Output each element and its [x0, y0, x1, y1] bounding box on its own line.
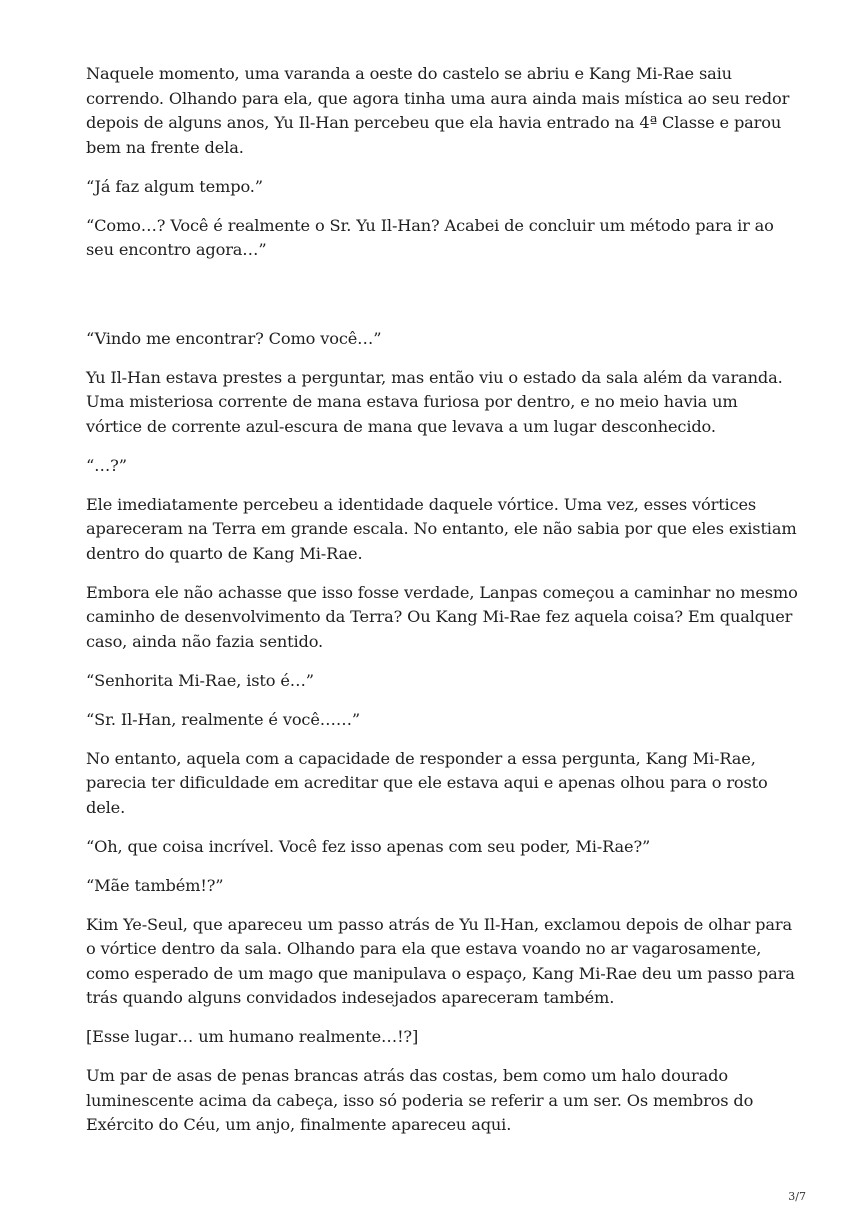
document-body: [86, 62, 798, 1152]
paragraph: “Senhorita Mi-Rae, isto é…”: [86, 670, 314, 690]
paragraph: Kim Ye-Seul, que apareceu um passo atrás de Yu Il-Han, exclamou depois de olhar para o vórtice dentro da sala. Olhando para ela que estava voando no ar vagarosamente, como esperado de um mago que manipulava o espaço, Kang Mi-Rae deu um passo para trás quando alguns convidados indesejados apareceram também.: [86, 914, 795, 1007]
paragraph: [Esse lugar… um humano realmente…!?]: [86, 1027, 419, 1046]
paragraph: Um par de asas de penas brancas atrás das costas, bem como um halo dourado luminescente acima da cabeça, isso só poderia se referir a um ser. Os membros do Exército do Céu, um anjo, finalmente apareceu aqui.: [86, 1066, 754, 1134]
paragraph: Ele imediatamente percebeu a identidade daquele vórtice. Uma vez, esses vórtices apareceram na Terra em grande escala. No entanto, ele não sabia por que eles existiam dentro do quarto de Kang Mi-Rae.: [86, 494, 797, 563]
paragraph: Embora ele não achasse que isso fosse verdade, Lanpas começou a caminhar no mesmo caminho de desenvolvimento da Terra? Ou Kang Mi-Rae fez aquela coisa? Em qualquer caso, ainda não fazia sentido.: [86, 582, 798, 651]
paragraph: Yu Il-Han estava prestes a perguntar, mas então viu o estado da sala além da varanda. Uma misteriosa corrente de mana estava furiosa por dentro, e no meio havia um vórtice de corrente azul-escura de mana que levava a um lugar desconhecido.: [86, 367, 783, 436]
paragraph: “Mãe também!?”: [86, 875, 224, 895]
paragraph: “Oh, que coisa incrível. Você fez isso apenas com seu poder, Mi-Rae?”: [86, 836, 651, 856]
paragraph: “Como…? Você é realmente o Sr. Yu Il-Han? Acabei de concluir um método para ir ao seu encontro agora…”: [86, 215, 774, 259]
paragraph: “…?”: [86, 455, 127, 475]
paragraph: Naquele momento, uma varanda a oeste do castelo se abriu e Kang Mi-Rae saiu correndo. Olhando para ela, que agora tinha uma aura ainda mais mística ao seu redor depois de alguns anos, Yu Il-Han percebeu que ela havia entrado na 4ª Classe e parou bem na frente dela.: [86, 64, 790, 157]
paragraph: “Já faz algum tempo.”: [86, 176, 263, 196]
paragraph: “Sr. Il-Han, realmente é você……”: [86, 709, 360, 729]
paragraph: No entanto, aquela com a capacidade de responder a essa pergunta, Kang Mi-Rae, parecia ter dificuldade em acreditar que ele estava aqui e apenas olhou para o rosto dele.: [86, 748, 768, 817]
page-number: 3/7: [788, 1190, 806, 1203]
paragraph: “Vindo me encontrar? Como você…”: [86, 328, 382, 348]
